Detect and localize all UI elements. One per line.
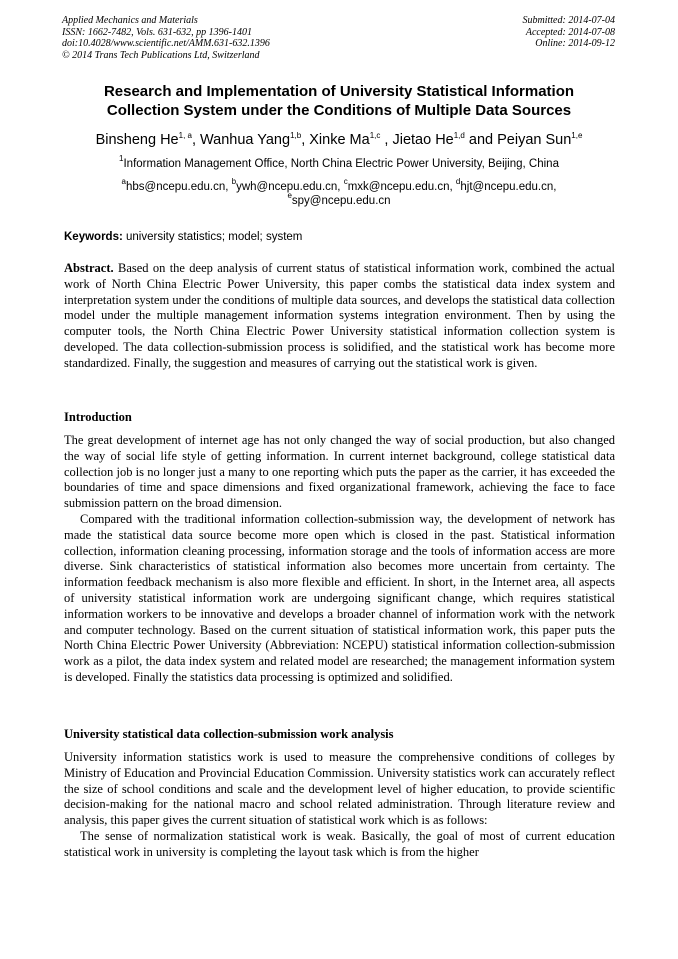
email-link[interactable]: hjt@ncepu.edu.cn, — [460, 181, 557, 193]
paragraph: The great development of internet age has not only changed the way of social production, but also changed the way of social life style of getting information. In current internet background, college statistical data collection job is no longer just a many to one reporting which puts the paper as the carrier, it has exceeded the boundaries of time and space dimensions and fixed organizational framework, achieving the face to face submission pattern on the broad dimension. — [64, 433, 615, 511]
section-heading-introduction: Introduction — [64, 410, 132, 424]
abstract — [64, 261, 615, 372]
abstract-label: Abstract. — [64, 261, 114, 275]
author-list — [40, 131, 638, 149]
journal-name: Applied Mechanics and Materials — [62, 15, 198, 26]
author-name: Wanhua Yang — [200, 132, 291, 148]
keywords-text: university statistics; model; system — [122, 231, 303, 243]
accepted-date: Accepted: 2014-07-08 — [525, 26, 615, 38]
email-link[interactable]: spy@ncepu.edu.cn — [291, 195, 391, 207]
author-emails: $^a$hbs@ncepu.edu.cn, $^b$ywh@ncepu.edu.cn, $^c$mxk@ncepu.edu.cn, $^d$hjt@ncepu.edu.cn, $^e$spy@ncepu.edu.cn — [121, 177, 557, 207]
keywords — [64, 230, 616, 245]
section-heading-analysis: University statistical data collection-submission work analysis — [64, 727, 394, 741]
author-separator: and — [464, 132, 498, 148]
author-separator: , — [301, 132, 310, 148]
email-link[interactable]: ywh@ncepu.edu.cn, — [236, 181, 341, 193]
journal-issn: ISSN: 1662-7482, Vols. 631-632, pp 1396-1401 — [62, 26, 252, 38]
analysis-section — [64, 750, 615, 861]
journal-doi: doi:10.4028/www.scientific.net/AMM.631-632.1396 — [62, 38, 270, 49]
email-link[interactable]: mxk@ncepu.edu.cn, — [347, 181, 453, 193]
paragraph: Compared with the traditional information collection-submission way, the development of network has made the statistical data source become more open which is closed in the past. Statistical information collection, information cleaning processing, information storage and the tools of information access are more diverse. Sink characteristics of statistical information also becomes more uncertain from certainty. The information feedback mechanism is also more flexible and efficient. In short, in the Internet area, all aspects of university statistical information work are undergoing significant change, which requires statistical information workers to be innovative and develops a broader channel of information work with the network and computer technology. Based on the current situation of statistical information work, this paper puts the North China Electric Power University (Abbreviation: NCEPU) statistical information collection-submission work as a pilot, the data index system and related model are researched; the management information system is developed. Finally the statistics data processing is optimized and solidified. — [64, 511, 615, 684]
introduction-section — [64, 433, 615, 686]
author-separator: , — [380, 132, 393, 148]
author-name: Jietao He — [392, 132, 454, 148]
online-date: Online: 2014-09-12 — [535, 38, 615, 49]
affiliation-superscript: 1 — [119, 154, 124, 163]
author-name: Binsheng He — [95, 132, 179, 148]
paragraph: University information statistics work is used to measure the comprehensive conditions of colleges by Ministry of Education and Provincial Education Commission. University statistics work can accurately reflect the size of school conditions and scale and the development level of higher education, to provide scientific decision-making for the national macro and school related administration. Through literature review and analysis, this paper gives the current situation of statistical work which is as follows: — [64, 750, 615, 828]
title-line-1: Research and Implementation of University Statistical Information — [103, 83, 575, 100]
title-line-2: Collection System under the Conditions of Multiple Data Sources — [106, 102, 572, 119]
author-name: Peiyan Sun — [497, 132, 572, 148]
paper-title — [50, 82, 628, 120]
author-name: Xinke Ma — [309, 132, 370, 148]
submitted-date: Submitted: 2014-07-04 — [522, 15, 615, 26]
author-superscript: 1,e — [571, 131, 583, 140]
abstract-text: Based on the deep analysis of current status of statistical information work, combined the actual work of North China Electric Power University, this paper combs the statistical data index system and interpretation system under the conditions of multiple data sources, and develops the statistical data collection model under the multiple management information systems integration environment. Then by using the computer tools, the North China Electric Power University statistical information collection system is developed. The data collection-submission process is solidified, and the statistical work has become more standardized. Finally, the suggestion and measures of carrying out the statistical work is given. — [64, 261, 615, 370]
paragraph: The sense of normalization statistical work is weak. Basically, the goal of most of current education statistical work in university is completing the layout task which is from the higher — [64, 828, 615, 859]
journal-copyright: © 2014 Trans Tech Publications Ltd, Switzerland — [62, 49, 260, 61]
email-link[interactable]: hbs@ncepu.edu.cn, — [125, 181, 229, 193]
author-separator: , — [191, 132, 201, 148]
author-superscript: 1,b — [290, 131, 302, 140]
affiliation-text: Information Management Office, North China Electric Power University, Beijing, China — [123, 158, 559, 170]
affiliation — [40, 154, 638, 172]
author-superscript: 1,d — [453, 131, 465, 140]
author-superscript: 1, a — [178, 131, 192, 140]
keywords-label: Keywords: — [64, 231, 123, 243]
journal-info — [62, 15, 270, 61]
publication-dates — [523, 15, 616, 50]
author-superscript: 1,c — [369, 131, 381, 140]
